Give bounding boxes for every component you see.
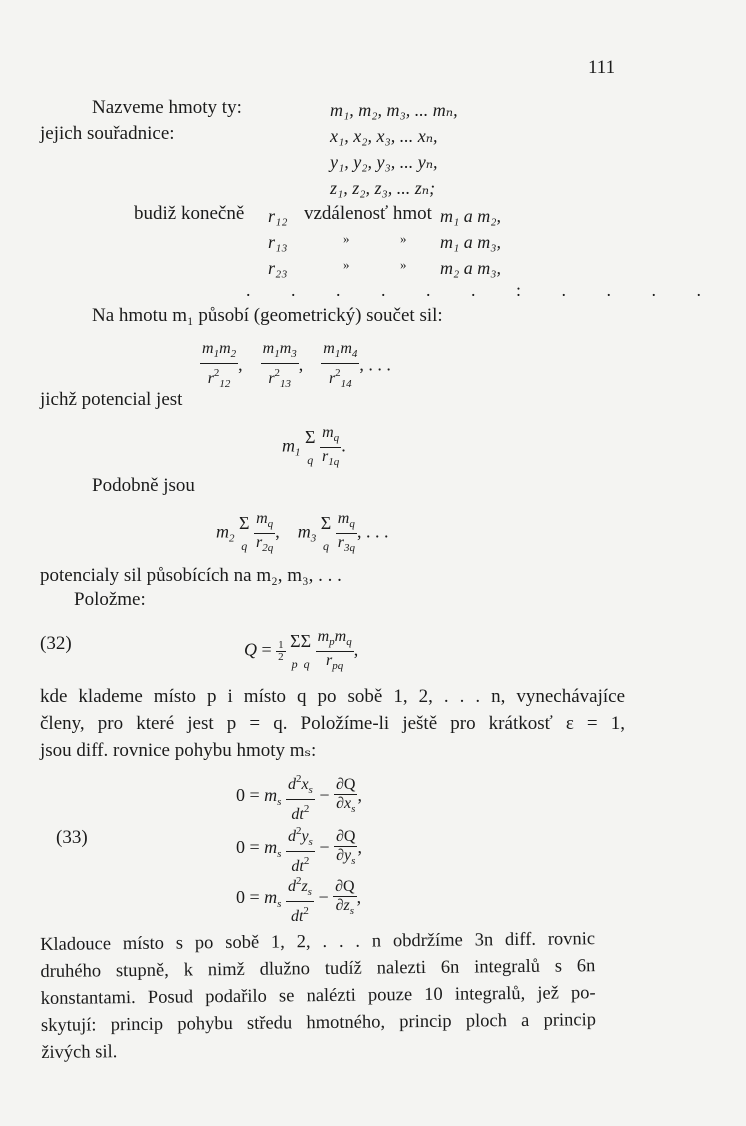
paragraph-2-line-2: druhého stupně, k nimž dlužno tudíž nalezti 6n integralů s 6n <box>40 956 596 982</box>
force-fraction-12: $\frac{m_1m_2}{r^2_{12}}$ <box>200 340 238 393</box>
equation-32-label: (32) <box>40 633 72 654</box>
potentials-m2-m3: $m_2$ Σ q $\frac{m_q}{r_{2q}}$ , $m_3$ Σ q $\frac{m_q}{r_{3q}}$ , . . . <box>216 510 388 557</box>
paragraph-1-line-2: členy, pro které jest p = q. Položíme-li ještě pro krátkosť ε = 1, <box>40 713 625 734</box>
r12-symbol: r₁₂ <box>268 206 288 226</box>
pair-m1-m2: m₁ a m₂, <box>440 206 502 226</box>
x-coordinates-row: x₁, x₂, x₃, ... xₙ, <box>330 126 438 146</box>
equation-33-z: $0 = m_s$ $\frac{d^2z_s}{dt^2}$ − $\frac{\partial Q}{\partial z_s}$ , <box>236 875 362 925</box>
y-coordinates-row: y₁, y₂, y₃, ... yₙ, <box>330 152 438 172</box>
sum-symbol: Σ <box>305 426 316 447</box>
page-number: 111 <box>588 57 616 78</box>
pair-m1-m3: m₁ a m₃, <box>440 232 502 252</box>
equation-33-y: $0 = m_s$ $\frac{d^2y_s}{dt^2}$ − $\frac{\partial Q}{\partial y_s}$ , <box>236 825 362 875</box>
distances-text: vzdálenosť hmot <box>304 203 432 224</box>
r13-symbol: r₁₃ <box>268 232 288 252</box>
label-masses: Nazveme hmoty ty: <box>92 97 242 118</box>
paragraph-1 <box>40 683 625 764</box>
paragraph-2-line-3: konstantami. Posud podařilo se nalézti pouze 10 integralů, jež po- <box>40 983 596 1009</box>
potential-m1: $m_1$ Σ q $\frac{m_q}{r_{1q}}$ . <box>282 424 346 471</box>
dotted-continuation: . . . . . . : . . . . <box>246 280 720 300</box>
force-fraction-13: $\frac{m_1m_3}{r^2_{13}}$ <box>261 340 299 393</box>
paragraph-1-line-1: kde klademe místo p i místo q po sobě 1, 2, . . . n, vynechávajíce <box>40 686 625 707</box>
forces-line: Na hmotu m₁ působí (geometrický) součet sil: <box>92 305 443 326</box>
put-label: Položme: <box>74 589 146 610</box>
force-fractions: $\frac{m_1m_2}{r^2_{12}}$ , $\frac{m_1m_3}{r^2_{13}}$ , $\frac{m_1m_4}{r^2_{14}}$ , . . . <box>200 340 391 393</box>
paragraph-2-line-1: Kladouce místo s po sobě 1, 2, . . . n obdržíme 3n diff. rovnic <box>40 929 596 955</box>
masses-row: m₁, m₂, m₃, ... mₙ, <box>330 100 458 120</box>
paragraph-2 <box>40 926 596 1067</box>
potential-label: jichž potencial jest <box>40 389 183 410</box>
equation-33-label: (33) <box>56 827 88 848</box>
force-ellipsis: , . . . <box>359 354 391 375</box>
ditto-mark-4: » <box>400 257 407 272</box>
equation-32: Q = $\frac{1}{2}$ ΣΣ p q $\frac{m_pm_q}{r_{pq}}$ , <box>244 628 358 675</box>
force-fraction-14: $\frac{m_1m_4}{r^2_{14}}$ <box>321 340 359 393</box>
r23-symbol: r₂₃ <box>268 258 288 278</box>
paragraph-2-line-4: skytují: princip pohybu středu hmotného, princip ploch a princip <box>40 1010 597 1036</box>
ditto-mark-3: » <box>343 257 350 272</box>
paragraph-1-line-3: jsou diff. rovnice pohybu hmoty mₛ: <box>40 740 317 761</box>
ditto-mark-2: » <box>400 231 407 246</box>
paragraph-2-line-5: živých sil. <box>41 1042 118 1063</box>
potentials-line: potencialy sil působících na m₂, m₃, . . . <box>40 565 342 586</box>
z-coordinates-row: z₁, z₂, z₃, ... zₙ; <box>330 178 436 198</box>
pair-m2-m3: m₂ a m₃, <box>440 258 502 278</box>
similarly-label: Podobně jsou <box>92 475 195 496</box>
equation-33-x: $0 = m_s$ $\frac{d^2x_s}{dt^2}$ − $\frac{\partial Q}{\partial x_s}$ , <box>236 773 362 823</box>
ditto-mark-1: » <box>343 231 350 246</box>
distances-lead: budiž konečně <box>134 203 245 224</box>
label-coordinates: jejich souřadnice: <box>40 123 175 144</box>
